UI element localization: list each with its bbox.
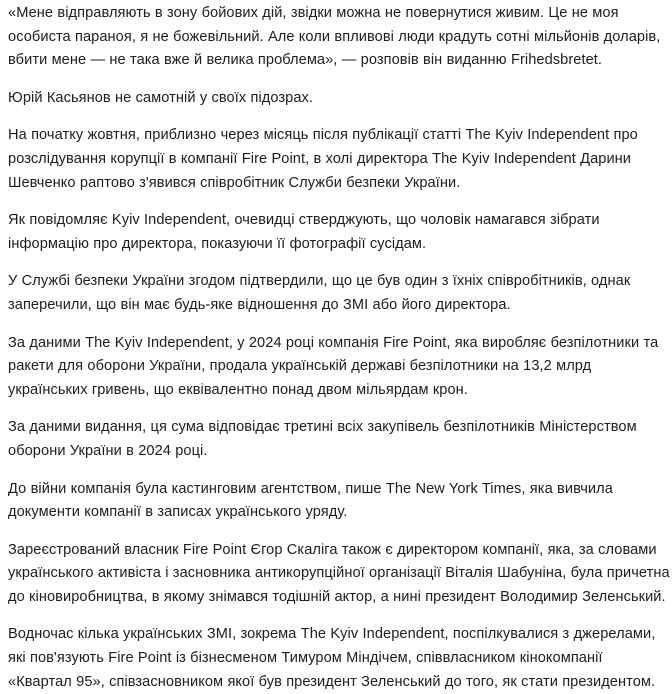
- article-paragraph: За даними видання, ця сума відповідає третині всіх закупівель безпілотників Міністерством оборони України в 2024 році.: [8, 419, 637, 459]
- article-paragraph: У Службі безпеки України згодом підтвердили, що це був один з їхніх співробітників, однак заперечили, що він має будь-яке відношення до ЗМІ або його директора.: [8, 273, 631, 313]
- article-paragraph: Юрій Касьянов не самотній у своїх підозрах.: [8, 89, 314, 106]
- article-paragraph: «Мене відправляють в зону бойових дій, звідки можна не повернутися живим. Це не моя особиста параноя, я не божевільний. Але коли впливові люди крадуть сотні мільйонів доларів, вбити мене — не така вже й велика проблема», — розповів він виданню Frihedsbretet.: [8, 5, 661, 69]
- article-paragraph: За даними The Kyiv Independent, у 2024 році компанія Fire Point, яка виробляє безпілотники та ракети для оборони України, продала українській державі безпілотники на 13,2 млрд українських гривень, що еквівалентно понад двом мільярдам крон.: [8, 334, 659, 398]
- article-paragraph: Водночас кілька українських ЗМІ, зокрема The Kyiv Independent, поспілкувалися з джерелами, які пов'язують Fire Point із бізнесменом Тимуром Міндічем, співвласником кінокомпанії «Квартал 95», співзасновником якої був президент Зеленський до того, як стати президентом.: [8, 626, 656, 690]
- article-paragraph: Як повідомляє Kyiv Independent, очевидці стверджують, що чоловік намагався зібрати інформацію про директора, показуючи її фотографії сусідам.: [8, 212, 600, 252]
- article-paragraph: До війни компанія була кастинговим агентством, пише The New York Times, яка вивчила документи компанії в записах українського уряду.: [8, 480, 613, 521]
- article-paragraph: Зареєстрований власник Fire Point Єгор Скаліга також є директором компанії, яка, за словами українського активіста і засновника антикорупційної організації Віталія Шабуніна, була причетна до кіновиробництва, в якому знімався тодішній актор, а нині президент Володимир Зеленський.: [8, 541, 670, 605]
- article-paragraph: На початку жовтня, приблизно через місяць після публікації статті The Kyiv Independent про розслідування корупції в компанії Fire Point, в холі директора The Kyiv Independent Дарини Шевченко раптово з'явився співробітник Служби безпеки України.: [8, 127, 638, 191]
